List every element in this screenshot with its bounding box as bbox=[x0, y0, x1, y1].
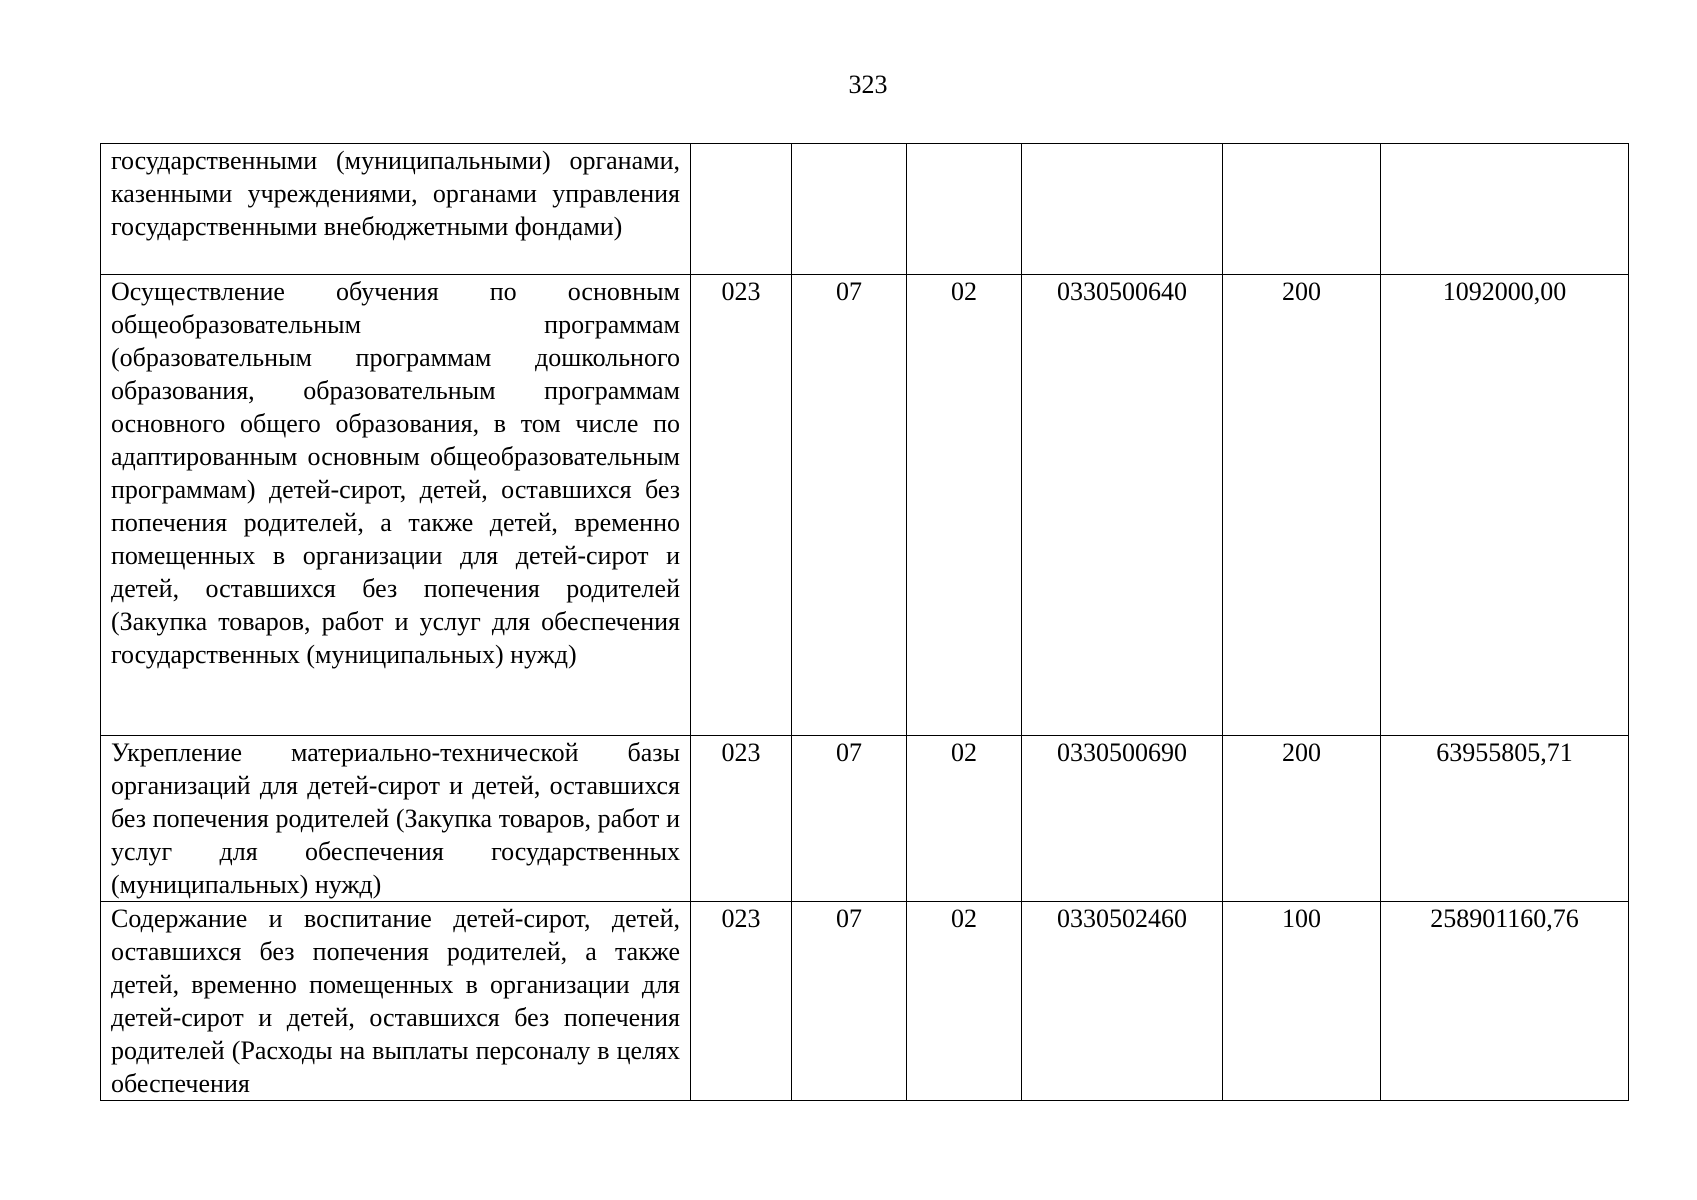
amount: 258901160,76 bbox=[1381, 902, 1629, 1101]
budget-table bbox=[100, 143, 1629, 1101]
row-description: Содержание и воспитание детей-сирот, детей, оставшихся без попечения родителей, а также детей, временно помещенных в организации для детей-сирот и детей, оставшихся без попечения родителей (Расходы на выплаты персоналу в целях обеспечения bbox=[101, 902, 691, 1101]
subsection-code: 02 bbox=[907, 275, 1022, 736]
section-code: 07 bbox=[792, 736, 907, 902]
expense-type-code: 200 bbox=[1223, 736, 1381, 902]
table-row bbox=[101, 144, 1629, 275]
target-article-code bbox=[1022, 144, 1223, 275]
row-description: Укрепление материально-технической базы организаций для детей-сирот и детей, оставшихся без попечения родителей (Закупка товаров, работ и услуг для обеспечения государственных (муниципальных) нужд) bbox=[101, 736, 691, 902]
target-article-code: 0330500690 bbox=[1022, 736, 1223, 902]
section-code: 07 bbox=[792, 275, 907, 736]
grbs-code: 023 bbox=[691, 275, 792, 736]
section-code bbox=[792, 144, 907, 275]
table-row bbox=[101, 736, 1629, 902]
row-description: Осуществление обучения по основным общеобразовательным программам (образовательным программам дошкольного образования, образовательным программам основного общего образования, в том числе по адаптированным основным общеобразовательным программам) детей-сирот, детей, оставшихся без попечения родителей, а также детей, временно помещенных в организации для детей-сирот и детей, оставшихся без попечения родителей (Закупка товаров, работ и услуг для обеспечения государственных (муниципальных) нужд) bbox=[101, 275, 691, 736]
amount: 63955805,71 bbox=[1381, 736, 1629, 902]
page-number: 323 bbox=[848, 70, 888, 99]
subsection-code: 02 bbox=[907, 736, 1022, 902]
grbs-code: 023 bbox=[691, 902, 792, 1101]
subsection-code: 02 bbox=[907, 902, 1022, 1101]
section-code: 07 bbox=[792, 902, 907, 1101]
subsection-code bbox=[907, 144, 1022, 275]
grbs-code: 023 bbox=[691, 736, 792, 902]
target-article-code: 0330502460 bbox=[1022, 902, 1223, 1101]
expense-type-code: 100 bbox=[1223, 902, 1381, 1101]
table-row bbox=[101, 902, 1629, 1101]
amount: 1092000,00 bbox=[1381, 275, 1629, 736]
table-row bbox=[101, 275, 1629, 736]
grbs-code bbox=[691, 144, 792, 275]
expense-type-code bbox=[1223, 144, 1381, 275]
amount bbox=[1381, 144, 1629, 275]
target-article-code: 0330500640 bbox=[1022, 275, 1223, 736]
row-description: государственными (муниципальными) органами, казенными учреждениями, органами управления государственными внебюджетными фондами) bbox=[101, 144, 691, 275]
expense-type-code: 200 bbox=[1223, 275, 1381, 736]
